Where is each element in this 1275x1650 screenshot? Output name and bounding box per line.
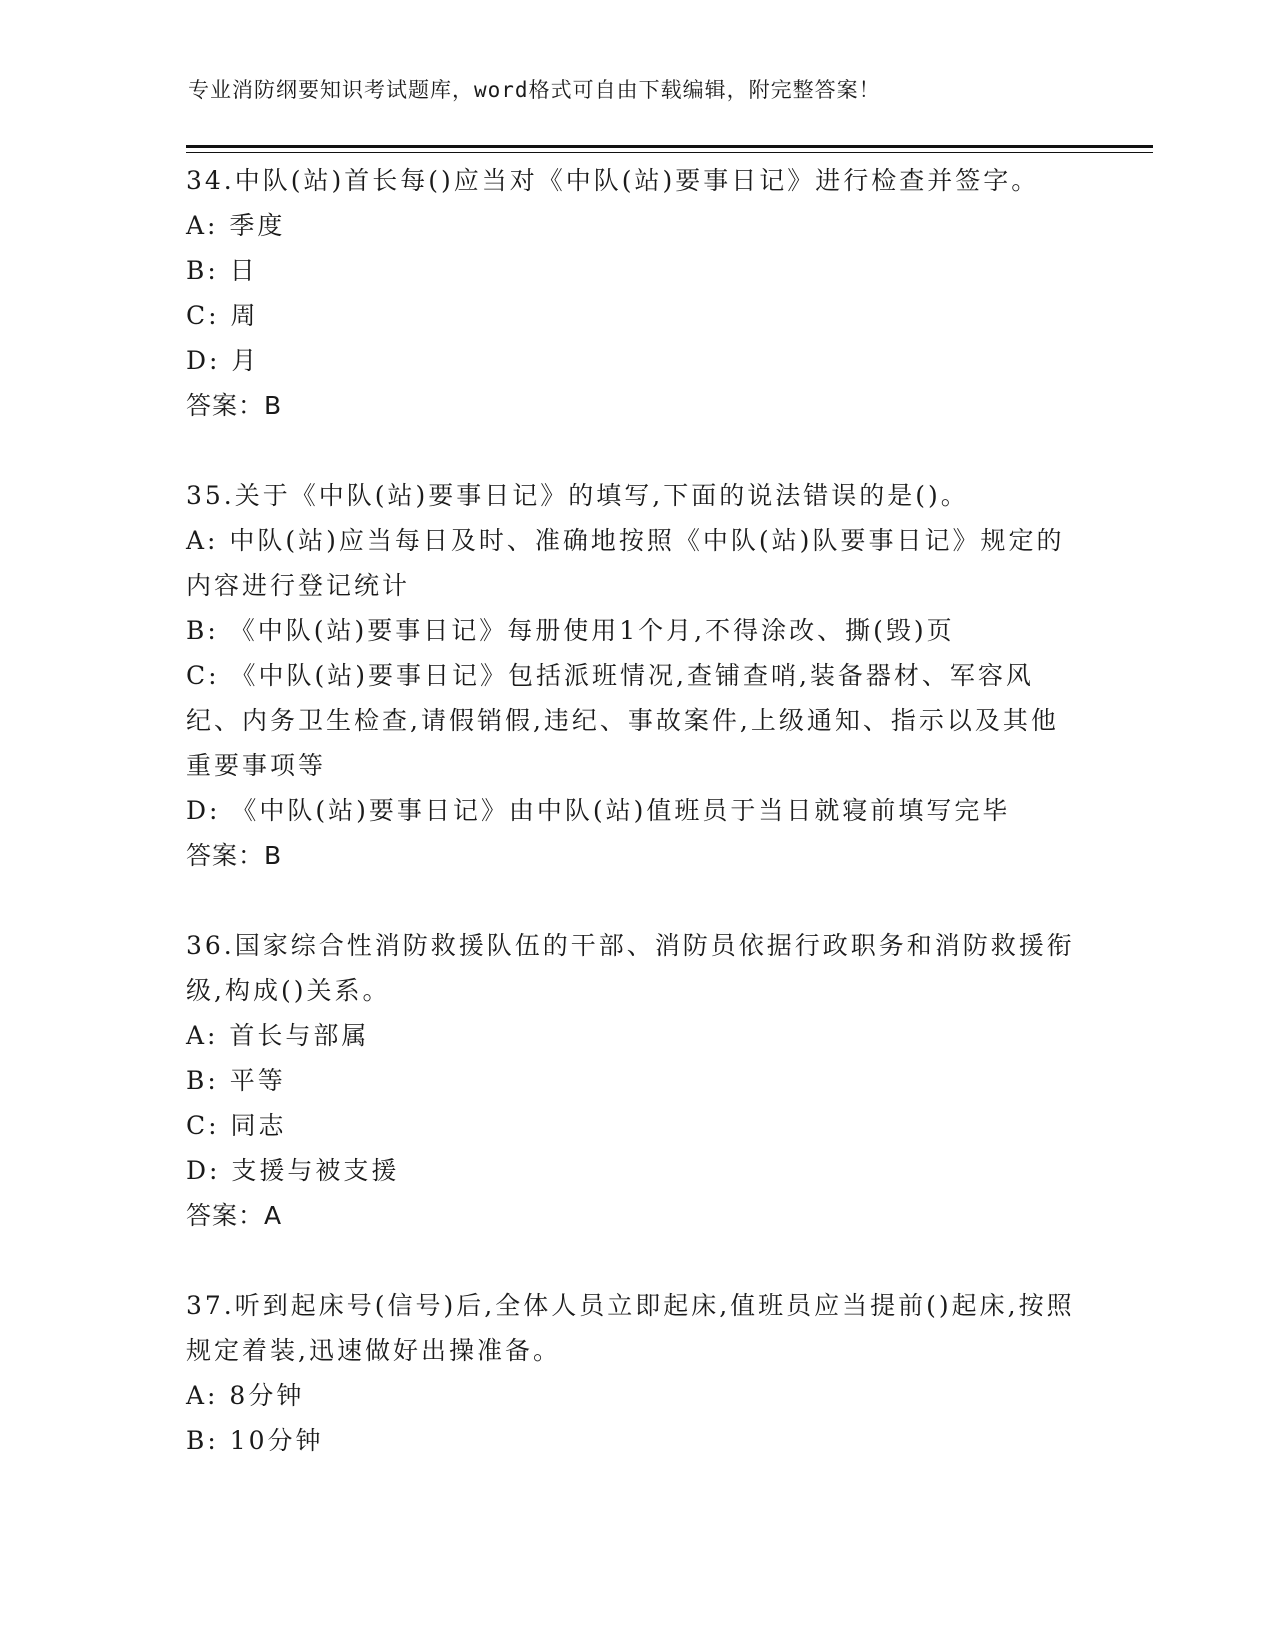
question-gap [186,1238,1076,1283]
option-b: B: 日 [186,256,258,285]
option-a: A: 中队(站)应当每日及时、准确地按照《中队(站)队要事日记》规定的内容进行登记统计 [186,526,1065,600]
option-a: A: 季度 [186,211,286,240]
question-stem: 37.听到起床号(信号)后,全体人员立即起床,值班员应当提前()起床,按照规定着装,迅速做好出操准备。 [186,1291,1075,1365]
option-b: B: 10分钟 [186,1426,324,1455]
option-d: D: 月 [186,346,260,375]
question-37 [186,1283,1076,1463]
question-stem: 35.关于《中队(站)要事日记》的填写,下面的说法错误的是()。 [186,481,969,510]
question-35 [186,473,1076,878]
option-c: C: 同志 [186,1111,287,1140]
option-d: D: 支援与被支援 [186,1156,400,1185]
option-a: A: 8分钟 [186,1381,305,1410]
answer-line: 答案：B [186,391,283,420]
question-34 [186,158,1076,428]
question-gap [186,428,1076,473]
document-header: 专业消防纲要知识考试题库，word格式可自由下载编辑，附完整答案！ [188,78,881,102]
header-divider-thick [186,145,1153,148]
question-gap [186,878,1076,923]
option-a: A: 首长与部属 [186,1021,370,1050]
option-b: B: 《中队(站)要事日记》每册使用1个月,不得涂改、撕(毁)页 [186,616,955,645]
option-c: C: 周 [186,301,259,330]
header-divider-thin [186,152,1153,153]
option-b: B: 平等 [186,1066,286,1095]
answer-line: 答案：A [186,1201,283,1230]
answer-line: 答案：B [186,841,283,870]
option-d: D: 《中队(站)要事日记》由中队(站)值班员于当日就寝前填写完毕 [186,796,1011,825]
question-stem: 36.国家综合性消防救援队伍的干部、消防员依据行政职务和消防救援衔级,构成()关系。 [186,931,1075,1005]
question-36 [186,923,1076,1238]
question-stem: 34.中队(站)首长每()应当对《中队(站)要事日记》进行检查并签字。 [186,166,1040,195]
question-list [186,158,1076,1463]
option-c: C: 《中队(站)要事日记》包括派班情况,查铺查哨,装备器材、军容风纪、内务卫生检查,请假销假,违纪、事故案件,上级通知、指示以及其他重要事项等 [186,661,1059,780]
